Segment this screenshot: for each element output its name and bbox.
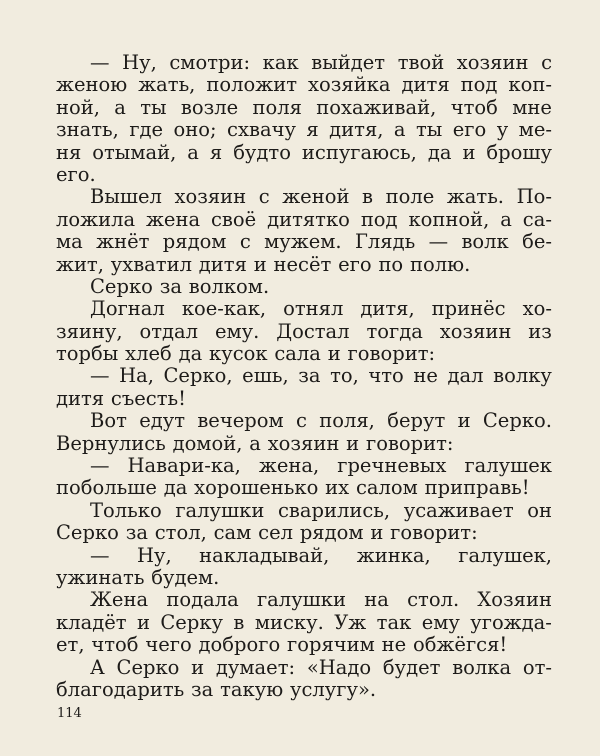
text-line: ужинать будем. — [56, 565, 220, 589]
text-line: его. — [56, 162, 96, 186]
text-line: ня отымай, а я будто испугаюсь, да и брошу — [56, 140, 552, 164]
text-line: Вернулись домой, а хозяин и говорит: — [56, 431, 454, 455]
page-number: 114 — [57, 706, 82, 721]
text-line: кладёт и Серку в миску. Уж так ему угожда- — [56, 610, 552, 634]
text-line: зяину, отдал ему. Достал тогда хозяин из — [56, 319, 552, 343]
text-line: Жена подала галушки на стол. Хозяин — [90, 588, 552, 612]
text-line: ет, чтоб чего доброго горячим не обжёгся! — [56, 633, 508, 657]
text-line: Вот едут вечером с поля, берут и Серко. — [90, 409, 552, 433]
text-line: — Ну, смотри: как выйдет твой хозяин с — [90, 51, 552, 74]
text-line: — Ну, накладывай, жинка, галушек, — [90, 543, 552, 567]
text-line: Только галушки сварились, усаживает он — [90, 498, 552, 522]
text-line: торбы хлеб да кусок сала и говорит: — [56, 342, 436, 366]
story-text — [56, 52, 552, 701]
text-line: ной, а ты возле поля похаживай, чтоб мне — [56, 95, 552, 119]
text-line: А Серко и думает: «Надо будет волка от- — [90, 655, 552, 679]
text-line: — Навари-ка, жена, гречневых галушек — [90, 454, 552, 478]
text-line: дитя съесть! — [56, 386, 186, 410]
text-line: Догнал кое-как, отнял дитя, принёс хо- — [90, 297, 552, 321]
text-line: знать, где оно; схвачу я дитя, а ты его у ме- — [56, 118, 552, 142]
text-line: Вышел хозяин с женой в поле жать. По- — [90, 185, 552, 209]
text-line: Серко за стол, сам сел рядом и говорит: — [56, 521, 478, 545]
text-line: ложила жена своё дитятко под копной, а са- — [56, 207, 552, 231]
text-line: побольше да хорошенько их салом приправь! — [56, 476, 530, 500]
text-line: — На, Серко, ешь, за то, что не дал волку — [90, 364, 552, 388]
text-line: благодарить за такую услугу». — [56, 677, 377, 701]
text-line: жит, ухватил дитя и несёт его по полю. — [56, 252, 471, 276]
text-line: Серко за волком. — [90, 274, 270, 298]
text-line: женою жать, положит хозяйка дитя под коп- — [56, 73, 552, 97]
text-line: ма жнёт рядом с мужем. Глядь — волк бе- — [56, 230, 552, 254]
